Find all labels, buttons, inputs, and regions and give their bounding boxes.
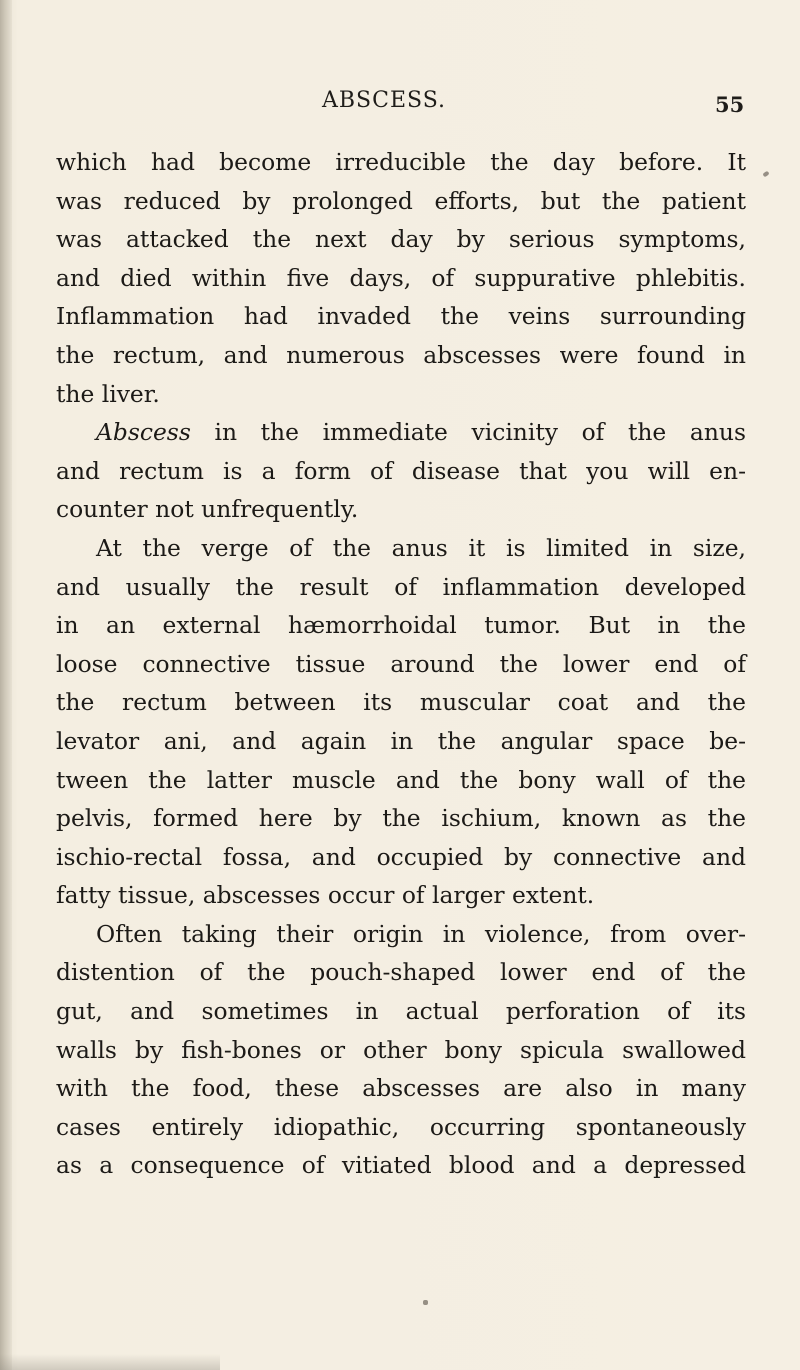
text-span: in the immediate vicinity of the anus (190, 418, 746, 447)
page-number: 55 (715, 92, 745, 117)
text-line: in an external hæmorrhoidal tumor. But in the (56, 611, 746, 640)
text-line: was attacked the next day by serious symptoms, (56, 225, 746, 254)
page-header (0, 84, 800, 124)
text-line: Often taking their origin in violence, from over- (96, 919, 746, 948)
text-line: distention of the pouch-shaped lower end of the (56, 958, 746, 987)
text-line: the liver. (56, 379, 160, 408)
text-line: the rectum, and numerous abscesses were found in (56, 340, 746, 369)
text-line: which had become irreducible the day before. It (56, 148, 746, 176)
text-line: the rectum between its muscular coat and the (56, 688, 746, 717)
text-line: gut, and sometimes in actual perforation of its (56, 997, 746, 1026)
text-line: tween the latter muscle and the bony wall of the (56, 765, 746, 794)
text-line: ischio-rectal fossa, and occupied by connective and (56, 842, 746, 871)
text-line: and usually the result of inflammation developed (56, 572, 746, 601)
text-line: loose connective tissue around the lower end of (56, 649, 746, 678)
text-line: and rectum is a form of disease that you will en- (56, 456, 746, 485)
text-line: as a consequence of vitiated blood and a depressed (56, 1151, 746, 1180)
body-text (56, 143, 746, 1185)
text-line: pelvis, formed here by the ischium, known as the (56, 804, 746, 833)
text-line (56, 413, 746, 452)
text-line: with the food, these abscesses are also in many (56, 1074, 746, 1103)
text-line: counter not unfrequently. (56, 495, 359, 524)
running-title: ABSCESS. (322, 88, 446, 113)
italic-term: Abscess (96, 418, 191, 447)
print-speck (762, 171, 769, 178)
text-line: At the verge of the anus it is limited in size, (96, 533, 746, 562)
text-line: and died within five days, of suppurative phlebitis. (56, 263, 746, 292)
text-line: levator ani, and again in the angular space be- (56, 726, 746, 755)
text-line: Inflammation had invaded the veins surrounding (56, 302, 746, 331)
text-line: walls by fish-bones or other bony spicula swallowed (56, 1035, 746, 1064)
page-binding-edge (0, 0, 12, 1370)
text-line: cases entirely idiopathic, occurring spontaneously (56, 1112, 746, 1141)
text-line: fatty tissue, abscesses occur of larger extent. (56, 881, 595, 910)
text-line: was reduced by prolonged efforts, but the patient (56, 186, 746, 215)
page-shadow (0, 1354, 220, 1370)
print-speck (423, 1300, 428, 1305)
